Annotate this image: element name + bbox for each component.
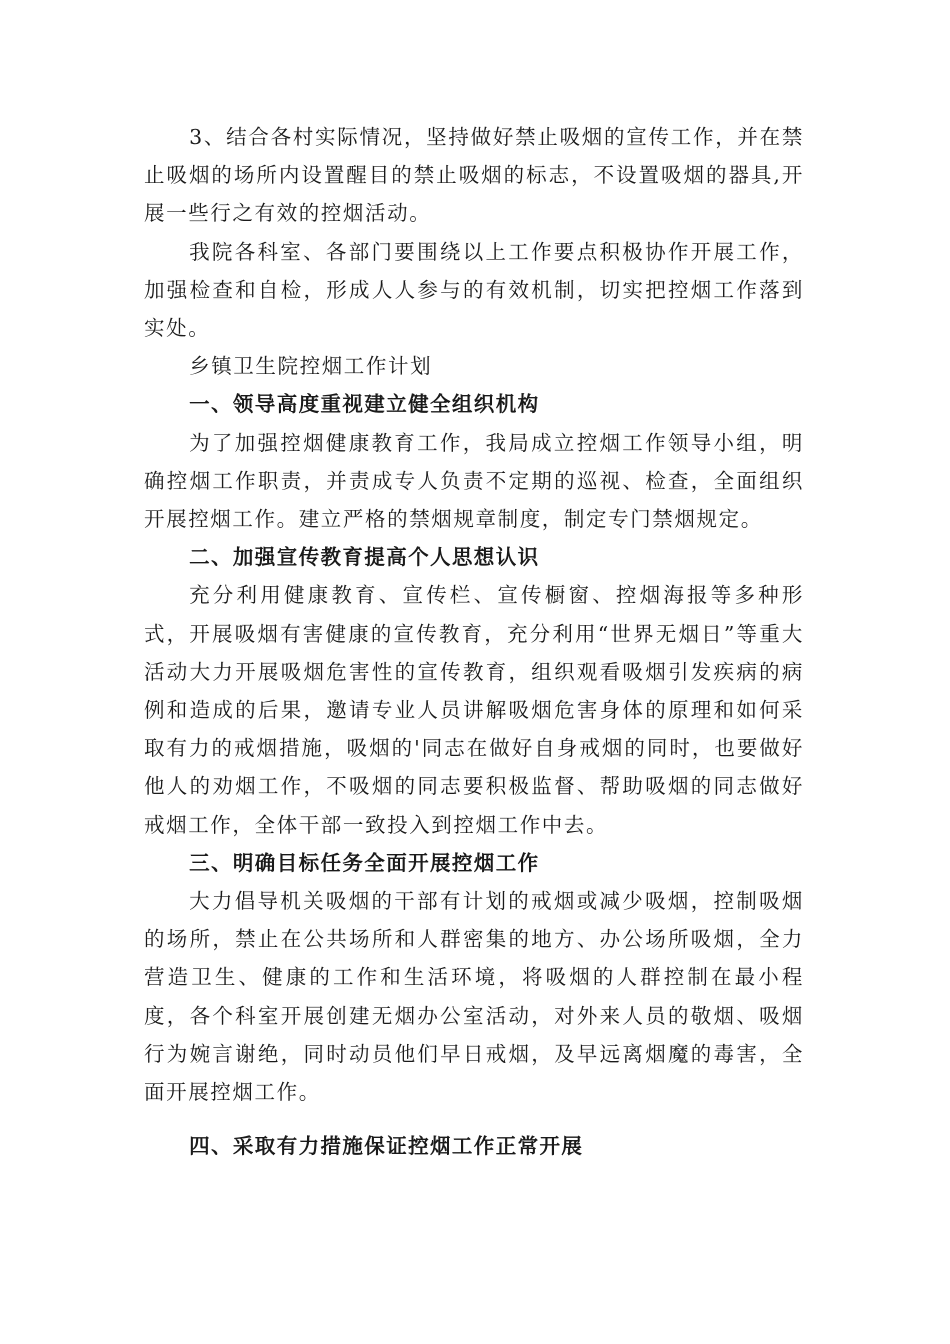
document-body — [144, 118, 804, 1165]
section-heading-3: 三、明确目标任务全面开展控烟工作 — [189, 850, 540, 875]
paragraph-1: 3、结合各村实际情况，坚持做好禁止吸烟的宣传工作，并在禁止吸烟的场所内设置醒目的禁止吸烟的标志，不设置吸烟的器具,开展一些行之有效的控烟活动。 — [144, 125, 804, 226]
paragraph-5: 大力倡导机关吸烟的干部有计划的戒烟或减少吸烟，控制吸烟的场所，禁止在公共场所和人群密集的地方、办公场所吸烟，全力营造卫生、健康的工作和生活环境，将吸烟的人群控制在最小程度，各个科室开展创建无烟办公室活动，对外来人员的敬烟、吸烟行为婉言谢绝，同时动员他们早日戒烟，及早远离烟魔的毒害，全面开展控烟工作。 — [144, 889, 804, 1105]
paragraph-2: 我院各科室、各部门要围绕以上工作要点积极协作开展工作，加强检查和自检，形成人人参与的有效机制，切实把控烟工作落到实处。 — [144, 239, 804, 341]
document-title: 乡镇卫生院控烟工作计划 — [189, 354, 433, 379]
section-heading-1: 一、领导高度重视建立健全组织机构 — [189, 392, 540, 417]
paragraph-3: 为了加强控烟健康教育工作，我局成立控烟工作领导小组，明确控烟工作职责，并责成专人负责不定期的巡视、检查，全面组织开展控烟工作。建立严格的禁烟规章制度，制定专门禁烟规定。 — [144, 430, 804, 532]
section-heading-2: 二、加强宣传教育提高个人思想认识 — [189, 545, 540, 570]
paragraph-4: 充分利用健康教育、宣传栏、宣传橱窗、控烟海报等多种形式，开展吸烟有害健康的宣传教育，充分利用“世界无烟日”等重大活动大力开展吸烟危害性的宣传教育，组织观看吸烟引发疾病的病例和造成的后果，邀请专业人员讲解吸烟危害身体的原理和如何采取有力的戒烟措施，吸烟的'同志在做好自身戒烟的同时，也要做好他人的劝烟工作，不吸烟的同志要积极监督、帮助吸烟的同志做好戒烟工作，全体干部一致投入到控烟工作中去。 — [144, 583, 804, 837]
section-heading-4: 四、采取有力措施保证控烟工作正常开展 — [189, 1134, 584, 1159]
